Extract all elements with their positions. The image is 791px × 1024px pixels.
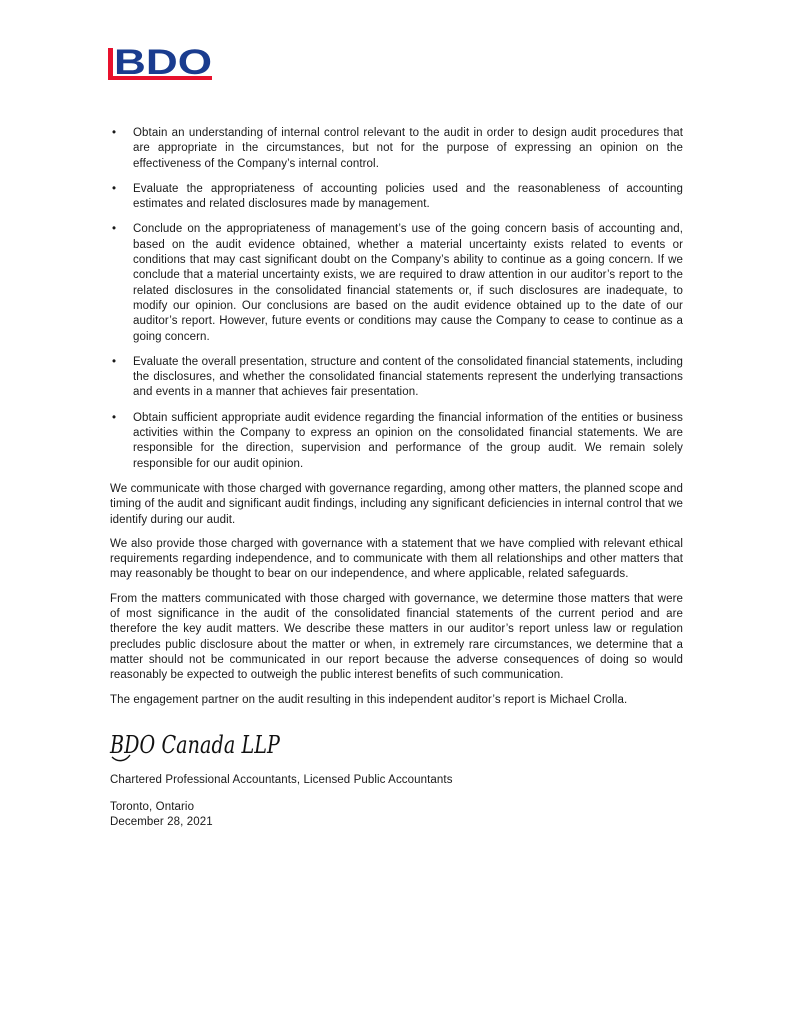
governance-communication-paragraph: We communicate with those charged with governance regarding, among other matters, the planned scope and timing of the audit and significant audit findings, including any significant deficiencies in internal control that we identify during our audit. (110, 482, 683, 526)
independence-statement-paragraph: We also provide those charged with governance with a statement that we have complied with relevant ethical requirements regarding independence, and to communicate with them all relationships and other matters that may reasonably be thought to bear on our independence, and where applicable, related safeguards. (110, 537, 683, 581)
signature-block (110, 773, 683, 831)
logo-red-bar (108, 48, 113, 80)
signature-text: BDO Canada LLP (109, 730, 281, 759)
logo-text: BDO (114, 44, 212, 82)
bullet-icon: • (112, 355, 117, 368)
list-item: • Evaluate the appropriateness of accounting policies used and the reasonableness of accounting estimates and related disclosures made by management. (112, 182, 683, 211)
list-item: • Obtain sufficient appropriate audit evidence regarding the financial information of the entities or business activities within the Company to express an opinion on the consolidated financial statements. We are responsible for the direction, supervision and performance of the group audit. We remain solely responsible for our audit opinion. (112, 411, 683, 470)
list-item: • Obtain an understanding of internal control relevant to the audit in order to design audit procedures that are appropriate in the circumstances, but not for the purpose of expressing an opinion on the effectiveness of the Company’s internal control. (112, 127, 683, 170)
firm-designation: Chartered Professional Accountants, Licensed Public Accountants (110, 773, 453, 786)
bullet-icon: • (112, 223, 117, 236)
location-date (110, 800, 683, 831)
report-date: December 28, 2021 (110, 816, 213, 829)
report-body (110, 126, 683, 843)
bullet-icon: • (112, 182, 117, 195)
auditor-responsibilities-list (110, 126, 683, 472)
list-item: • Evaluate the overall presentation, structure and content of the consolidated financial statements, including the disclosures, and whether the consolidated financial statements represent the underlying transactions and events in a manner that achieves fair presentation. (112, 355, 683, 399)
list-item: • Conclude on the appropriateness of management’s use of the going concern basis of accounting and, based on the audit evidence obtained, whether a material uncertainty exists related to events or conditions that may cast significant doubt on the Company’s ability to continue as a going concern. If we conclude that a material uncertainty exists, we are required to draw attention in our auditor’s report to the related disclosures in the consolidated financial statements or, if such disclosures are inadequate, to modify our opinion. Our conclusions are based on the audit evidence obtained up to the date of our auditor’s report. However, future events or conditions may cause the Company to cease to continue as a going concern. (112, 223, 683, 343)
bullet-icon: • (112, 127, 117, 139)
handwritten-signature (108, 717, 304, 767)
bdo-logo (108, 44, 214, 86)
engagement-partner-paragraph: The engagement partner on the audit resulting in this independent auditor’s report is Michael Crolla. (110, 693, 628, 706)
bullet-icon: • (112, 411, 117, 424)
key-audit-matters-paragraph: From the matters communicated with those charged with governance, we determine those matters that were of most significance in the audit of the consolidated financial statements of the current period and are therefore the key audit matters. We describe these matters in our auditor’s report unless law or regulation precludes public disclosure about the matter or when, in extremely rare circumstances, we determine that a matter should not be communicated in our report because the adverse consequences of doing so would reasonably be expected to outweigh the public interest benefits of such communication. (110, 592, 683, 682)
city: Toronto, Ontario (110, 801, 195, 814)
